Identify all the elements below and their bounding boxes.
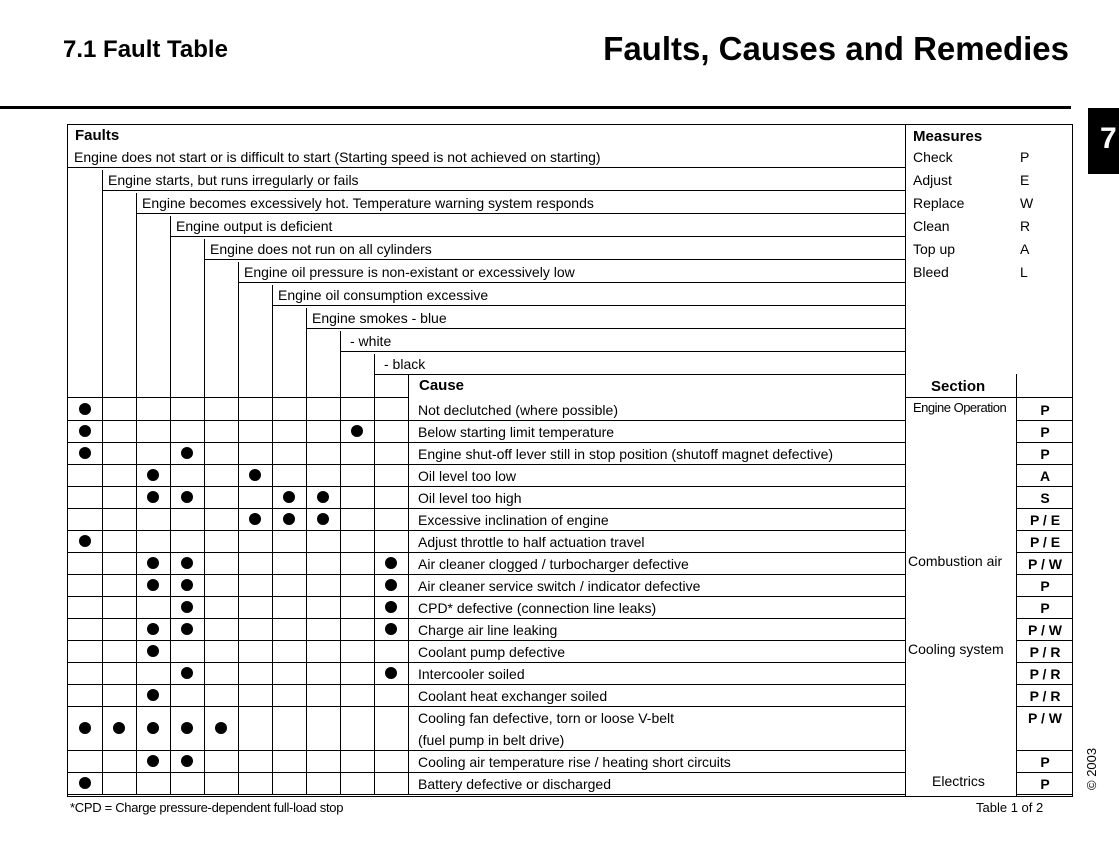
cause-text: Coolant pump defective bbox=[418, 644, 566, 660]
fault-column-line bbox=[238, 262, 239, 795]
code-row-rule bbox=[1017, 772, 1073, 773]
fault-header-0: Engine does not start or is difficult to start (Starting speed is not achieved on starting) bbox=[74, 149, 601, 165]
fault-dot bbox=[79, 777, 91, 789]
fault-dot bbox=[147, 579, 159, 591]
fault-dot bbox=[351, 425, 363, 437]
fault-dot bbox=[385, 601, 397, 613]
measure-code-cell: P / W bbox=[1028, 622, 1062, 638]
fault-dot bbox=[79, 535, 91, 547]
code-row-rule bbox=[1017, 706, 1073, 707]
fault-dot bbox=[147, 469, 159, 481]
row-rule bbox=[67, 618, 905, 619]
cause-text: Below starting limit temperature bbox=[418, 424, 615, 440]
fault-dot bbox=[385, 623, 397, 635]
cause-text: Air cleaner service switch / indicator defective bbox=[418, 578, 701, 594]
code-row-rule bbox=[1017, 596, 1073, 597]
document-title: Faults, Causes and Remedies bbox=[603, 30, 1069, 67]
fault-column-line bbox=[102, 170, 103, 795]
code-row-rule bbox=[1017, 794, 1073, 795]
fault-underline bbox=[67, 167, 905, 168]
row-rule bbox=[67, 508, 905, 509]
section-heading: Section bbox=[931, 378, 986, 395]
measure-code-cell: P / R bbox=[1029, 644, 1061, 660]
fault-underline bbox=[102, 190, 905, 191]
cause-text: Battery defective or discharged bbox=[418, 776, 611, 792]
fault-dot bbox=[317, 491, 329, 503]
copyright: © 2003 bbox=[1084, 747, 1099, 790]
row-rule bbox=[67, 574, 905, 575]
fault-dot bbox=[79, 447, 91, 459]
chapter-number: 7 bbox=[1100, 122, 1117, 155]
measure-label: Adjust bbox=[913, 172, 952, 188]
section-engine-operation: Engine Operation bbox=[913, 400, 1007, 415]
code-row-rule bbox=[1017, 442, 1073, 443]
row-rule bbox=[67, 596, 905, 597]
fault-header-5: Engine oil pressure is non-existant or excessively low bbox=[244, 264, 575, 280]
cause-text: Oil level too high bbox=[418, 490, 522, 506]
faults-heading: Faults bbox=[75, 127, 120, 144]
fault-dot bbox=[181, 447, 193, 459]
measure-label: Top up bbox=[913, 241, 956, 257]
section-cooling-system: Cooling system bbox=[908, 641, 1004, 657]
measure-code-cell: P bbox=[1040, 402, 1050, 418]
cause-text: Cooling fan defective, torn or loose V-belt bbox=[418, 710, 675, 726]
fault-dot bbox=[283, 491, 295, 503]
code-row-rule bbox=[1017, 640, 1073, 641]
fault-underline bbox=[340, 351, 905, 352]
row-rule bbox=[67, 530, 905, 531]
measure-code: A bbox=[1020, 241, 1030, 257]
measure-code-cell: P bbox=[1040, 754, 1050, 770]
measure-code-cell: P / R bbox=[1029, 666, 1061, 682]
row-rule bbox=[67, 750, 905, 751]
measure-code: L bbox=[1020, 264, 1028, 280]
cause-text: Not declutched (where possible) bbox=[418, 402, 618, 418]
code-row-rule bbox=[1017, 464, 1073, 465]
measure-code-cell: P / W bbox=[1028, 556, 1062, 572]
row-rule bbox=[67, 706, 905, 707]
code-row-rule bbox=[1017, 618, 1073, 619]
measure-code-cell: P / E bbox=[1029, 512, 1061, 528]
code-column-line bbox=[1016, 374, 1017, 797]
section-title: 7.1 Fault Table bbox=[63, 36, 228, 63]
fault-dot bbox=[249, 469, 261, 481]
code-row-rule bbox=[1017, 420, 1073, 421]
fault-header-6: Engine oil consumption excessive bbox=[278, 287, 489, 303]
cause-text: Engine shut-off lever still in stop position (shutoff magnet defective) bbox=[418, 446, 834, 462]
fault-dot bbox=[181, 722, 193, 734]
code-row-rule bbox=[1017, 508, 1073, 509]
fault-dot bbox=[181, 557, 193, 569]
fault-dot bbox=[385, 557, 397, 569]
fault-column-line bbox=[204, 239, 205, 795]
cause-text: Excessive inclination of engine bbox=[418, 512, 609, 528]
fault-dot bbox=[283, 513, 295, 525]
measure-code: P bbox=[1020, 149, 1030, 165]
fault-dot bbox=[147, 689, 159, 701]
code-row-rule bbox=[1017, 530, 1073, 531]
fault-underline bbox=[272, 305, 905, 306]
measure-label: Replace bbox=[913, 195, 965, 211]
code-row-rule bbox=[1017, 662, 1073, 663]
fault-dot bbox=[147, 722, 159, 734]
fault-header-3: Engine output is deficient bbox=[176, 218, 333, 234]
fault-dot bbox=[181, 667, 193, 679]
code-row-rule bbox=[1017, 486, 1073, 487]
fault-dot bbox=[317, 513, 329, 525]
chapter-tab bbox=[1088, 108, 1119, 174]
fault-header-7: Engine smokes - blue bbox=[312, 310, 447, 326]
cause-column-line bbox=[408, 374, 409, 795]
cause-text: Coolant heat exchanger soiled bbox=[418, 688, 608, 704]
cause-text-line2: (fuel pump in belt drive) bbox=[418, 732, 565, 748]
section-combustion-air: Combustion air bbox=[908, 553, 1003, 569]
fault-underline bbox=[204, 259, 905, 260]
fault-header-2: Engine becomes excessively hot. Temperature warning system responds bbox=[142, 195, 594, 211]
row-rule bbox=[67, 640, 905, 641]
fault-dot bbox=[79, 425, 91, 437]
measure-code-cell: P / W bbox=[1028, 710, 1062, 726]
fault-underline bbox=[136, 213, 905, 214]
measure-code-cell: P bbox=[1040, 600, 1050, 616]
measure-code-cell: P bbox=[1040, 578, 1050, 594]
fault-header-4: Engine does not run on all cylinders bbox=[210, 241, 432, 257]
fault-dot bbox=[181, 491, 193, 503]
fault-dot bbox=[385, 667, 397, 679]
measure-label: Check bbox=[913, 149, 953, 165]
measure-code-cell: P / R bbox=[1029, 688, 1061, 704]
row-rule bbox=[67, 794, 905, 795]
cause-top-rule bbox=[408, 374, 905, 375]
cause-text: Adjust throttle to half actuation travel bbox=[418, 534, 645, 550]
fault-dot bbox=[147, 645, 159, 657]
measure-code-cell: P bbox=[1040, 446, 1050, 462]
fault-header-1: Engine starts, but runs irregularly or fails bbox=[108, 172, 359, 188]
fault-dot bbox=[249, 513, 261, 525]
fault-column-line bbox=[136, 193, 137, 795]
row-rule bbox=[67, 772, 905, 773]
fault-dot bbox=[181, 579, 193, 591]
measure-code-cell: A bbox=[1039, 468, 1051, 484]
cause-text: Charge air line leaking bbox=[418, 622, 558, 638]
fault-header-8: - white bbox=[350, 333, 392, 349]
fault-dot bbox=[147, 491, 159, 503]
fault-dot bbox=[181, 601, 193, 613]
fault-column-line bbox=[340, 331, 341, 795]
row-rule bbox=[67, 552, 905, 553]
row-rule bbox=[67, 662, 905, 663]
header-rule bbox=[0, 106, 1071, 109]
measure-label: Bleed bbox=[913, 264, 949, 280]
measures-heading: Measures bbox=[913, 128, 983, 145]
cause-text: Intercooler soiled bbox=[418, 666, 525, 682]
code-row-rule bbox=[1017, 574, 1073, 575]
measure-code: R bbox=[1020, 218, 1031, 234]
fault-header-9: - black bbox=[384, 356, 426, 372]
fault-dot bbox=[79, 722, 91, 734]
fault-dot bbox=[79, 403, 91, 415]
cause-heading: Cause bbox=[419, 377, 465, 394]
row-rule bbox=[67, 684, 905, 685]
footnote: *CPD = Charge pressure-dependent full-load stop bbox=[70, 800, 344, 815]
table-page: Table 1 of 2 bbox=[976, 800, 1044, 815]
row-rule bbox=[67, 486, 905, 487]
measure-code-cell: P bbox=[1040, 776, 1050, 792]
fault-underline bbox=[170, 236, 905, 237]
row-rule bbox=[67, 464, 905, 465]
cause-text: CPD* defective (connection line leaks) bbox=[418, 600, 657, 616]
fault-dot bbox=[147, 623, 159, 635]
code-row-rule bbox=[1017, 750, 1073, 751]
fault-dot bbox=[147, 755, 159, 767]
fault-dot bbox=[181, 623, 193, 635]
cause-text: Cooling air temperature rise / heating short circuits bbox=[418, 754, 731, 770]
fault-underline bbox=[306, 328, 905, 329]
fault-dot bbox=[147, 557, 159, 569]
measure-code-cell: S bbox=[1040, 490, 1050, 506]
fault-dot bbox=[113, 722, 125, 734]
fault-dot bbox=[215, 722, 227, 734]
fault-column-line bbox=[170, 216, 171, 795]
code-row-rule bbox=[1017, 552, 1073, 553]
code-row-rule bbox=[1017, 684, 1073, 685]
section-column-line bbox=[905, 124, 906, 797]
cause-text: Air cleaner clogged / turbocharger defective bbox=[418, 556, 689, 572]
cause-text: Oil level too low bbox=[418, 468, 517, 484]
section-electrics: Electrics bbox=[932, 773, 985, 789]
fault-dot bbox=[181, 755, 193, 767]
section-header-rule bbox=[905, 397, 1073, 398]
row-rule bbox=[67, 420, 905, 421]
measure-code: E bbox=[1020, 172, 1030, 188]
row-rule bbox=[67, 442, 905, 443]
fault-underline bbox=[238, 282, 905, 283]
measure-code: W bbox=[1020, 195, 1034, 211]
fault-dot bbox=[385, 579, 397, 591]
measure-code-cell: P bbox=[1040, 424, 1050, 440]
measure-label: Clean bbox=[913, 218, 950, 234]
measure-code-cell: P / E bbox=[1029, 534, 1061, 550]
header-bottom-rule bbox=[67, 397, 408, 398]
fault-column-line bbox=[272, 285, 273, 795]
